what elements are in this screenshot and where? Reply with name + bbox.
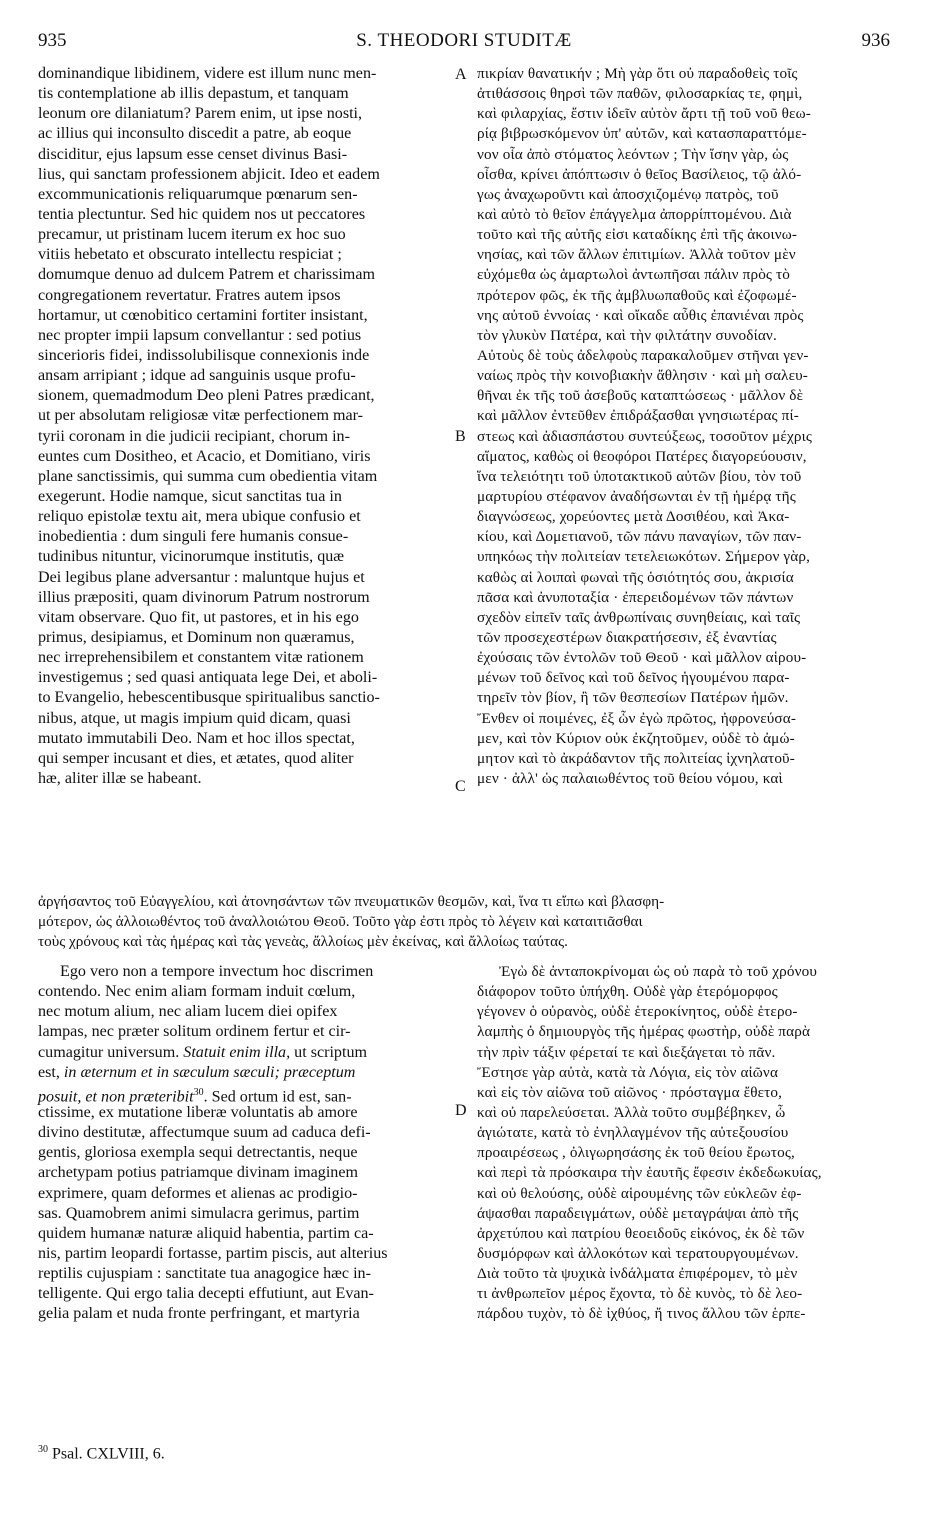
greek-column-bottom (477, 962, 891, 1325)
text-line: ἵνα τελειότητι τοῦ ὑποτακτικοῦ αὐτῶν βίου, τὸν τοῦ (477, 467, 802, 485)
latin-line: nis, partim leopardi fortasse, partim piscis, aut alterius (38, 1244, 388, 1262)
text-line: καὶ αὐτὸ τὸ θεῖον ἐπάγγελμα ἀπορρίπτομένου. Διὰ (477, 205, 792, 223)
text-line: vitam observare. Quo fit, ut pastores, et in his ego (38, 608, 359, 626)
latin-text: ut scriptum (290, 1043, 368, 1061)
text-line: νον οἷα ἀπὸ στόματος λεόντων ; Τὴν ἴσην γὰρ, ὡς (477, 145, 789, 163)
text-line: Διὰ τοῦτο τὰ ψυχικὰ ἰνδάλματα ἐπιφέρομεν, τὸ μὲν (477, 1265, 798, 1283)
text-line: τὸν γλυκὺν Πατέρα, καὶ τὴν φιλτάτην συνοδίαν. (477, 326, 777, 344)
text-line: προαιρέσεως , ὀλιγωρησάσης ἐκ τοῦ θείου ἔρωτος, (477, 1144, 795, 1162)
text-line: υπηκόως τὴν πολιτείαν τετελειωκότων. Σήμερον γὰρ, (477, 548, 811, 566)
text-line: domumque denuo ad dulcem Patrem et charissimam (38, 266, 375, 284)
greek-column-top (477, 64, 891, 789)
latin-column-bottom (38, 962, 458, 1325)
text-line: καὶ οὐ θελούσης, οὐδὲ αἱρουμένης τῶν εὐκλεῶν ἐφ- (477, 1184, 802, 1202)
text-line: tis contemplatione ab illis depastum, et tanquam (38, 85, 349, 103)
text-line: sincerioris fidei, indissolubilisque connexionis inde (38, 346, 370, 364)
text-line: disciditur, ejus lapsum esse censet divinus Basi- (38, 145, 348, 163)
latin-line: reptilis cujuspiam : sanctitate tua anagogice hæc in- (38, 1265, 371, 1283)
text-line: ut per absolutam religiosæ vitæ perfectionem mar- (38, 407, 364, 425)
text-line: διάφορον τοῦτο ὑπήχθη. Οὐδὲ γὰρ ἑτερόμορφος (477, 983, 778, 1001)
latin-column-top (38, 64, 458, 789)
text-line: ἁγιώτατε, κατὰ τὸ ἐνηλλαγμένον τῆς αὐτεξουσίου (477, 1124, 789, 1142)
text-line: νησίας, καὶ τῶν ἄλλων ἐπιτιμίων. Ἀλλὰ τοῦτον μὲν (477, 246, 796, 264)
text-line: γέγονεν ὁ οὐρανὸς, οὐδὲ ἑτεροκίνητος, οὐδὲ ἑτερο- (477, 1003, 798, 1021)
text-line: λαμπὴς ὁ δημιουργὸς τῆς ἡμέρας φωστὴρ, οὐδὲ παρὰ (477, 1023, 811, 1041)
text-line: qui semper incusant et dies, et ætates, quod aliter (38, 749, 354, 767)
text-line: δυσμόρφων καὶ ἀλλοκότων καὶ τερατουργουμένων. (477, 1244, 799, 1262)
text-line: ἀργήσαντος τοῦ Εὐαγγελίου, καὶ ἀτονησάντων τῶν πνευματικῶν θεσμῶν, καὶ, ἵνα τι εἴπω καὶ βλασφη- (38, 893, 665, 910)
text-line: nibus, atque, ut magis impium quid dicam, quasi (38, 709, 351, 727)
text-line: καὶ μᾶλλον ἐντεῦθεν ἐπιδράξασθαι γνησιωτέρας πί- (477, 407, 799, 425)
text-line: ναίως πρὸς τὴν κοινοβιακὴν ἄθλησιν · καὶ μὴ σαλευ- (477, 367, 808, 385)
text-line: άψασθαι παραδειγμάτων, οὐδὲ μεταγράψαι ἀπὸ τῆς (477, 1204, 799, 1222)
text-line: Ἔστησε γὰρ αὐτὰ, κατὰ τὰ Λόγια, εἰς τὸν αἰῶνα (477, 1063, 779, 1081)
text-line: tudinibus nituntur, vicinorumque institutis, quæ (38, 548, 345, 566)
text-line: οἶσθα, κρίνει ἀπόπτωσιν ὁ θεῖος Βασίλειος, τῷ ἀλό- (477, 165, 802, 183)
text-line: Αὐτοὺς δὲ τοὺς ἀδελφοὺς παρακαλοῦμεν στῆναι γεν- (477, 346, 809, 364)
text-line: ἀρχετύπου καὶ πατρίου θεοειδοῦς εἰκόνος, ἐκ δὲ τῶν (477, 1224, 805, 1242)
text-line: πρότερον φῶς, ἐκ τῆς ἀμβλυωπαθοῦς καὶ ἐζοφωμέ- (477, 286, 797, 304)
text-line: reliquo epistolæ textu ait, mera ubique confusio et (38, 508, 361, 526)
text-line: πᾶσα καὶ ἀνυποταξία · ἐπερειδομένων τῶν πάντων (477, 588, 794, 606)
text-line: to Evangelio, hebescentibusque spiritualibus sanctio- (38, 689, 380, 707)
greek-full-width-block (38, 892, 890, 952)
text-line: αἵματος, καθὼς οἱ θεοφόροι Πατέρες διαγορεύουσιν, (477, 447, 807, 465)
text-line: Ἐγὼ δὲ ἀνταποκρίνομαι ὡς οὐ παρὰ τὸ τοῦ χρόνου (499, 963, 818, 980)
text-line: εὐχόμεθα ὡς ἁμαρτωλοὶ ἀντωπῆσαι πάλιν πρὸς τὸ (477, 266, 791, 284)
latin-line: sas. Quamobrem animi simulacra gerimus, partim (38, 1204, 360, 1222)
text-line: exegerunt. Hodie namque, sicut sanctitas tua in (38, 487, 342, 505)
latin-line: archetypam potius patriamque divinam imaginem (38, 1164, 358, 1182)
text-line: μότερον, ὡς ἀλλοιωθέντος τοῦ ἀναλλοιώτου Θεοῦ. Τοῦτο γὰρ ἐστι πρὸς τὸ λέγειν καὶ καταιτιᾶσθαι (38, 913, 643, 930)
text-line: tentia plectuntur. Sed hic quidem nos ut peccatores (38, 205, 366, 223)
margin-marker-a: A (455, 66, 467, 83)
latin-italic-quote: posuit, et non præteribit (38, 1088, 194, 1106)
text-line: καὶ φιλαρχίας, ἔστιν ἰδεῖν αὐτὸν ἄρτι τῇ τοῦ νοῦ θεω- (477, 105, 811, 123)
text-line: ac illius qui inconsulto discedit a patre, ab eoque (38, 125, 352, 143)
text-line: excommunicationis reliquarumque pœnarum sen- (38, 185, 358, 203)
text-line: τὴν πρὶν τάξιν φέρεταί τε καὶ διεξάγεται τὸ πᾶν. (477, 1043, 776, 1061)
footnote (38, 1444, 165, 1463)
text-line: πικρίαν θανατικήν ; Μὴ γὰρ ὅτι οὐ παραδοθεὶς τοῖς (477, 65, 798, 82)
text-line: sionem, quemadmodum Deo pleni Patres prædicant, (38, 387, 375, 405)
latin-line: gentis, gloriosa exempla sequi detrectantis, neque (38, 1144, 358, 1162)
text-line: Dei legibus plane adversantur : maluntque hujus et (38, 568, 365, 586)
text-line: τι ἀνθρωπεῖον μέρος ἔχοντα, τὸ δὲ κυνὸς, τὸ δὲ λεο- (477, 1285, 803, 1303)
latin-line: exprimere, quam deformes et alienas ac prodigio- (38, 1184, 358, 1202)
latin-line (38, 1063, 458, 1083)
latin-line: divino destitutæ, affectumque suum ad caduca defi- (38, 1124, 371, 1142)
text-line: τηρεῖν τὸν βίον, ἢ τῶν θεσπεσίων Πατέρων ἡμῶν. (477, 689, 789, 707)
text-line: investigemus ; sed quasi antiquata lege Dei, et aboli- (38, 669, 378, 687)
text-line: illius præpositi, quam divinorum Patrum nostrorum (38, 588, 370, 606)
text-line: hortamur, ut cœnobitico certamini fortiter insistant, (38, 306, 368, 324)
text-line: ρίᾳ βιβρωσκόμενον ὑπ' αὐτῶν, καὶ κατασπαραττόμε- (477, 125, 807, 143)
text-line: πάρδου τυχὸν, τὸ δὲ ἰχθύος, ἤ τινος ἄλλου τῶν ἑρπε- (477, 1305, 806, 1323)
text-line: ἀτιθάσσοις θηρσὶ τῶν παθῶν, φιλοσαρκίας τε, φημὶ, (477, 85, 803, 103)
text-line: plane sanctissimis, qui summa cum obedientia vitam (38, 467, 378, 485)
text-line: στεως καὶ ἀδιασπάστου συντεύξεως, τοσοῦτον μέχρις (477, 427, 812, 445)
running-title: S. THEODORI STUDITÆ (356, 30, 572, 51)
text-line: μεν · ἀλλ' ὡς παλαιωθέντος τοῦ θείου νόμου, καὶ (477, 769, 783, 787)
latin-line (38, 1083, 458, 1106)
text-line: leonum ore dilaniatum? Parem enim, ut ipse nosti, (38, 105, 363, 123)
latin-line: nec motum alium, nec aliam lucem diei opifex (38, 1003, 338, 1021)
text-line: μαρτυρίου στέφανον ἀναδήσωνται ἐν τῇ ἡμέρᾳ τῆς (477, 487, 796, 505)
text-line: τοῦτο καὶ τῆς αὐτῆς εἰσι καταδίκης ἐπὶ τῆς ἀκοινω- (477, 226, 798, 244)
text-line: ansam arripiant ; idque ad sanguinis usque profu- (38, 367, 356, 385)
text-line: καθὼς αἱ λοιπαὶ φωναὶ τῆς ὁσιότητός σου, ἀκρισία (477, 568, 794, 586)
latin-text: est, (38, 1063, 60, 1081)
text-line: καὶ οὐ παρελεύσεται. Ἀλλὰ τοῦτο συμβέβηκεν, ὦ (477, 1103, 786, 1121)
text-line: nec irreprehensibilem et constantem vitæ rationem (38, 649, 364, 667)
text-line: Ἔνθεν οἱ ποιμένες, ἐξ ὧν ἐγὼ πρῶτος, ἠφρονεύσα- (477, 709, 797, 727)
text-line: τῶν προσεχεστέρων διακρατήσεσιν, ἐξ ἐναντίας (477, 628, 777, 646)
text-line: γως ἀναχωροῦντι καὶ ἀποσχιζομένῳ πατρὸς, τοῦ (477, 185, 779, 203)
text-line: congregationem revertatur. Fratres autem ipsos (38, 286, 341, 304)
text-line: vitiis hebetato et obscurato intellectu respiciat ; (38, 246, 342, 264)
latin-line: gelia palam et nuda fronte perfringant, et martyria (38, 1305, 360, 1323)
latin-line: ctissime, ex mutatione liberæ voluntatis ab amore (38, 1103, 358, 1121)
text-line: μητον καὶ τὸ ἀκράδαντον τῆς πολιτείας ἰχνηλατοῦ- (477, 749, 795, 767)
text-line: euntes cum Dositheo, et Acacio, et Domitiano, viris (38, 447, 371, 465)
text-line: nec propter impii lapsum convellantur : sed potius (38, 326, 362, 344)
latin-line: quidem humanæ naturæ aliquid habentia, partim ca- (38, 1224, 374, 1242)
text-line: mutato immutabili Deo. Nam et hoc illos spectat, (38, 729, 355, 747)
text-line: ἐχούσαις τῶν ἐντολῶν τοῦ Θεοῦ · καὶ μᾶλλον αἱρου- (477, 649, 807, 667)
text-line: μεν, καὶ τὸν Κύριον οὐκ ἐκζητοῦμεν, οὐδὲ τὸ ἀμώ- (477, 729, 795, 747)
text-line: θῆναι ἐκ τῆς τοῦ ἀσεβοῦς καταπτώσεως · μᾶλλον δὲ (477, 387, 804, 405)
text-line: τοὺς χρόνους καὶ τὰς ἡμέρας καὶ τὰς γενεὰς, ἄλλοίως μὲν ἐκείνας, καὶ ἄλλοίως ταύτας. (38, 933, 568, 950)
footnote-text: Psal. CXLVIII, 6. (48, 1445, 165, 1463)
footnote-number: 30 (38, 1444, 48, 1455)
latin-italic-quote: in æternum et in sæculum sæculi; præceptum (59, 1063, 356, 1081)
margin-marker-d: D (455, 1102, 467, 1119)
latin-text: . Sed ortum id est, san- (203, 1088, 352, 1106)
margin-marker-c: C (455, 778, 466, 795)
page-header (38, 30, 890, 60)
latin-line: contendo. Nec enim aliam formam induit cœlum, (38, 983, 356, 1001)
page-number-right: 936 (861, 30, 890, 51)
text-line: σχεδὸν εἰπεῖν ταῖς ἀνθρωπίναις συνηθείαις, καὶ ταῖς (477, 608, 801, 626)
latin-line: lampas, nec præter solitum ordinem fertur et cir- (38, 1023, 351, 1041)
text-line: tyrii coronam in die judicii recipiant, chorum in- (38, 427, 350, 445)
text-line: precamur, ut pristinam lucem iterum ex hoc suo (38, 226, 346, 244)
text-line: μένων τοῦ δεῖνος καὶ τοῦ δεῖνος ἡγουμένου παρα- (477, 669, 790, 687)
text-line: διαγνώσεως, χορεύοντες μετὰ Δοσιθέου, καὶ Ἀκα- (477, 508, 790, 526)
text-line: καὶ περὶ τὰ πρόσκαιρα τὴν ἑαυτῆς ἔφεσιν ἐκδεδωκυίας, (477, 1164, 822, 1182)
page-number-left: 935 (38, 30, 67, 51)
text-line: hæ, aliter illæ se habeant. (38, 769, 202, 787)
latin-line: telligente. Qui ergo talia decepti effutiunt, aut Evan- (38, 1285, 374, 1303)
latin-line (38, 1043, 458, 1063)
text-line: κίου, καὶ Δομετιανοῦ, τῶν πάνυ παναγίων, τῶν παν- (477, 528, 802, 546)
latin-italic-quote: Statuit enim illa, (183, 1043, 291, 1061)
latin-line: Ego vero non a tempore invectum hoc discrimen (60, 963, 374, 980)
text-line: lius, qui sanctam professionem abjicit. Ideo et eadem (38, 165, 380, 183)
text-line: inobedientia : dum singuli fere humanis consue- (38, 528, 349, 546)
text-line: καὶ εἰς τὸν αἰῶνα τοῦ αἰῶνος · πρόσταγμα ἔθετο, (477, 1083, 783, 1101)
text-line: νης αὐτοῦ ἐννοίας · καὶ οἴκαδε αὖθις ἐπανιέναι πρὸς (477, 306, 804, 324)
latin-text: cumagitur universum. (38, 1043, 180, 1061)
text-line: dominandique libidinem, videre est illum nunc men- (38, 65, 377, 82)
margin-marker-b: B (455, 428, 466, 445)
text-line: primus, desipiamus, et Dominum non quæramus, (38, 628, 355, 646)
footnote-ref: 30 (193, 1086, 204, 1098)
